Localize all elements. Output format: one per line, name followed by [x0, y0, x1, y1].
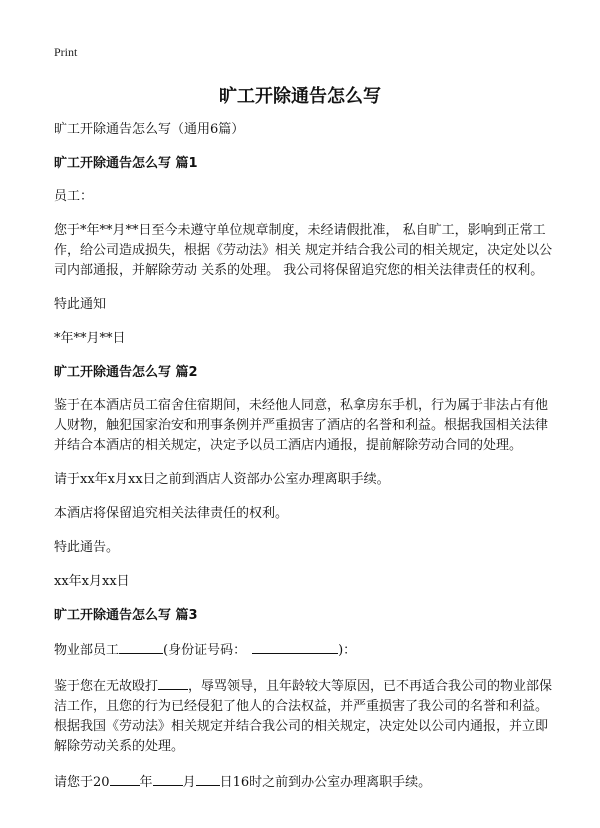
liability-statement: 本酒店将保留追究相关法律责任的权利。 [54, 506, 289, 521]
notice-date: xx年x月xx日 [54, 574, 130, 589]
resignation-deadline [54, 771, 554, 793]
blank-victim [158, 675, 188, 690]
date-month-label: 月 [182, 775, 196, 790]
abuse-prefix: 鉴于您在无故殴打 [54, 679, 159, 694]
employee-line [54, 639, 554, 661]
notice-closing: 特此通知 [54, 297, 107, 312]
notice-paragraph: 您于*年**月**日至今未遵守单位规章制度，未经请假批准， 私自旷工，影响到正常工作，给公司造成损失，根据《劳动法》相关 规定并结合我公司的相关规定，决定处以公司内部通报，并解除劳动 关系的处理。 我公司将保留追究您的相关法律责任的权利。 [54, 223, 553, 278]
blank-day [196, 771, 220, 786]
employee-line-suffix: )： [338, 643, 357, 658]
abuse-rest: ，辱骂领导，且年龄较大等原因，已不再适合我公司的物业部保洁工作，且您的行为已经侵犯了他人的合法权益，并严重损害了我公司的名誉和利益。根据我国《劳动法》相关规定并结合我公司的相关规定，决定处以公司内通报，并立即解除劳动关系的处理。 [54, 679, 553, 754]
blank-year [110, 771, 140, 786]
blank-month [153, 771, 183, 786]
date-year-label: 年 [139, 775, 153, 790]
salutation: 员工： [54, 189, 94, 204]
employee-line-prefix: 物业部员工 [54, 643, 120, 658]
document-body [54, 120, 554, 807]
employee-line-mid: (身份证号码： [163, 643, 247, 658]
blank-id-number [252, 639, 338, 654]
document-title: 旷工开除通告怎么写 [219, 86, 381, 107]
document-subtitle: 旷工开除通告怎么写（通用6篇） [54, 122, 245, 137]
print-link[interactable]: Print [54, 45, 78, 59]
section-heading-2: 旷工开除通告怎么写 篇2 [54, 365, 198, 380]
notice-paragraph: 鉴于在本酒店员工宿舍住宿期间，未经他人同意，私拿房东手机，行为属于非法占有他人财物，触犯国家治安和刑事条例并严重损害了酒店的名誉和利益。根据我国相关法律并结合本酒店的相关规定，决定予以员工酒店内通报，提前解除劳动合同的处理。 [54, 398, 549, 453]
blank-name [119, 639, 163, 654]
date-prefix: 请您于20 [54, 775, 110, 790]
section-heading-3: 旷工开除通告怎么写 篇3 [54, 608, 198, 623]
resignation-instruction: 请于xx年x月xx日之前到酒店人资部办公室办理离职手续。 [54, 472, 390, 487]
section-heading-1: 旷工开除通告怎么写 篇1 [54, 156, 198, 171]
notice-date: *年**月**日 [54, 331, 126, 346]
date-suffix: 日16时之前到办公室办理离职手续。 [219, 775, 432, 790]
notice-paragraph [54, 675, 554, 757]
notice-closing: 特此通告。 [54, 540, 120, 555]
